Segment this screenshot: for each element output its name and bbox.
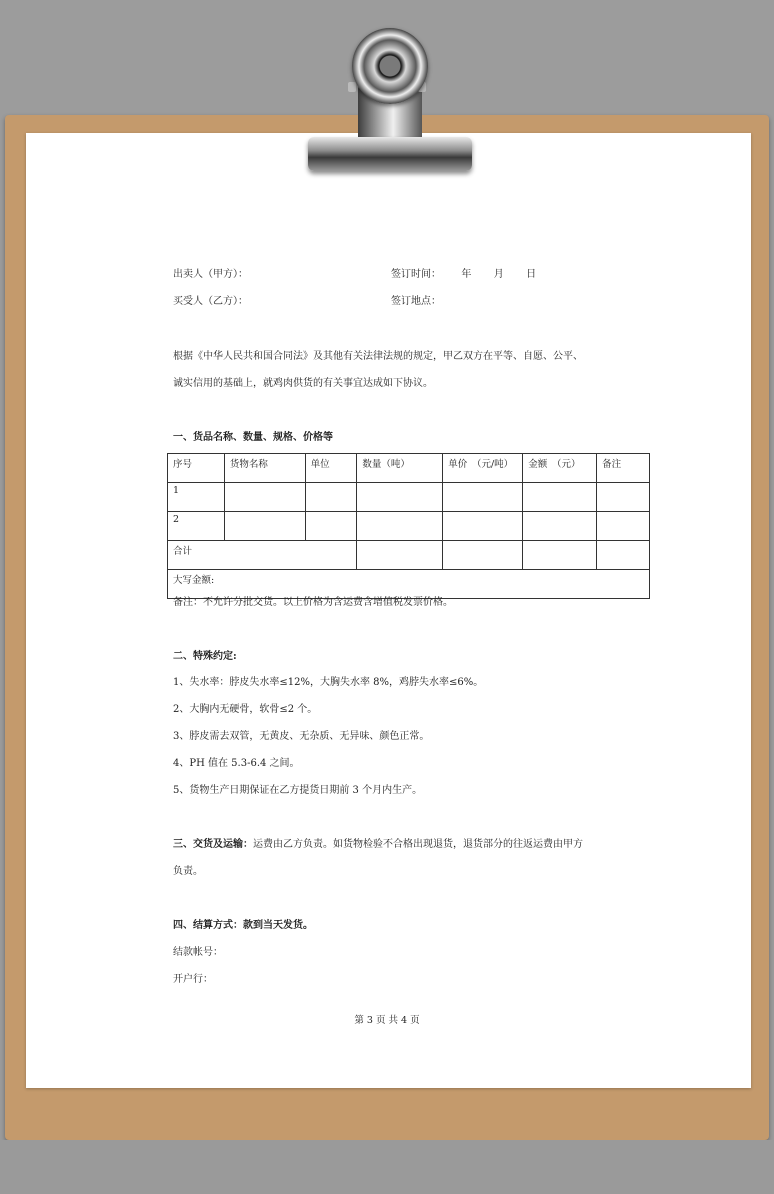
page-number: 第 3 页 共 4 页 [354, 1015, 420, 1026]
clip-ring [352, 28, 428, 104]
sign-place-label: 签订地点： [391, 296, 441, 307]
table-row [168, 483, 650, 512]
total-label: 合计 [168, 541, 357, 570]
table-cell [357, 512, 443, 541]
intro-line-2: 诚实信用的基础上，就鸡肉供货的有关事宜达成如下协议。 [173, 378, 433, 389]
table-cell [305, 512, 357, 541]
goods-table [167, 453, 650, 599]
table-cell [443, 512, 523, 541]
table-header-cell: 单价 （元/吨） [443, 454, 523, 483]
document-page [26, 133, 751, 1088]
account-label: 结款帐号： [173, 947, 223, 958]
table-header-cell: 单位 [305, 454, 357, 483]
clip-pin [348, 82, 356, 92]
section-4-title: 四、结算方式：款到当天发货。 [173, 920, 313, 931]
section-3-text: 运费由乙方负责。如货物检验不合格出现退货，退货部分的往返运费由甲方 [253, 839, 583, 850]
table-cell [597, 483, 650, 512]
table-row [168, 512, 650, 541]
table-cell [224, 512, 305, 541]
section-3-line-2: 负责。 [173, 866, 203, 877]
table-cell [523, 541, 597, 570]
year-label: 年 [461, 269, 472, 280]
section-3-line-1 [173, 835, 583, 850]
table-cell [224, 483, 305, 512]
table-header-cell: 货物名称 [224, 454, 305, 483]
bank-label: 开户行： [173, 974, 213, 985]
background-floor [0, 1140, 774, 1194]
table-cell [523, 512, 597, 541]
table-header-cell: 金额 （元） [523, 454, 597, 483]
table-header-row [168, 454, 650, 483]
section-3-title: 三、交货及运输： [173, 839, 253, 850]
sign-time-row [391, 265, 536, 280]
table-cell [305, 483, 357, 512]
month-label: 月 [493, 269, 504, 280]
seller-label: 出卖人（甲方）： [173, 269, 248, 280]
table-note: 备注：不允许分批交货。以上价格为含运费含增值税发票价格。 [173, 597, 453, 608]
capital-amount-label: 大写金额: [168, 570, 650, 599]
buyer-label: 买受人（乙方）： [173, 296, 248, 307]
table-cell [357, 541, 443, 570]
table-cell [597, 512, 650, 541]
clip-bar [308, 137, 472, 171]
list-item: 2、大胸内无硬骨，软骨≤2 个。 [173, 704, 318, 715]
table-header-cell: 备注 [597, 454, 650, 483]
sign-time-label: 签订时间： [391, 269, 441, 280]
table-total-row [168, 541, 650, 570]
table-cell [597, 541, 650, 570]
section-1-title: 一、货品名称、数量、规格、价格等 [173, 432, 333, 443]
list-item: 4、PH 值在 5.3-6.4 之间。 [173, 758, 300, 769]
table-header-cell: 序号 [168, 454, 225, 483]
table-cell [523, 483, 597, 512]
list-item: 5、货物生产日期保证在乙方提货日期前 3 个月内生产。 [173, 785, 423, 796]
list-item: 3、脖皮需去双管，无黄皮、无杂质、无异味、颜色正常。 [173, 731, 430, 742]
intro-line-1: 根据《中华人民共和国合同法》及其他有关法律法规的规定，甲乙双方在平等、自愿、公平、 [173, 351, 583, 362]
table-cell [443, 541, 523, 570]
table-header-cell: 数量（吨） [357, 454, 443, 483]
table-cell [443, 483, 523, 512]
section-2-title: 二、特殊约定: [173, 651, 237, 662]
table-cell [357, 483, 443, 512]
day-label: 日 [526, 269, 537, 280]
table-cell: 2 [168, 512, 225, 541]
table-cell: 1 [168, 483, 225, 512]
list-item: 1、失水率：脖皮失水率≤12%，大胸失水率 8%，鸡脖失水率≤6%。 [173, 677, 484, 688]
binder-clip-icon [300, 25, 480, 180]
